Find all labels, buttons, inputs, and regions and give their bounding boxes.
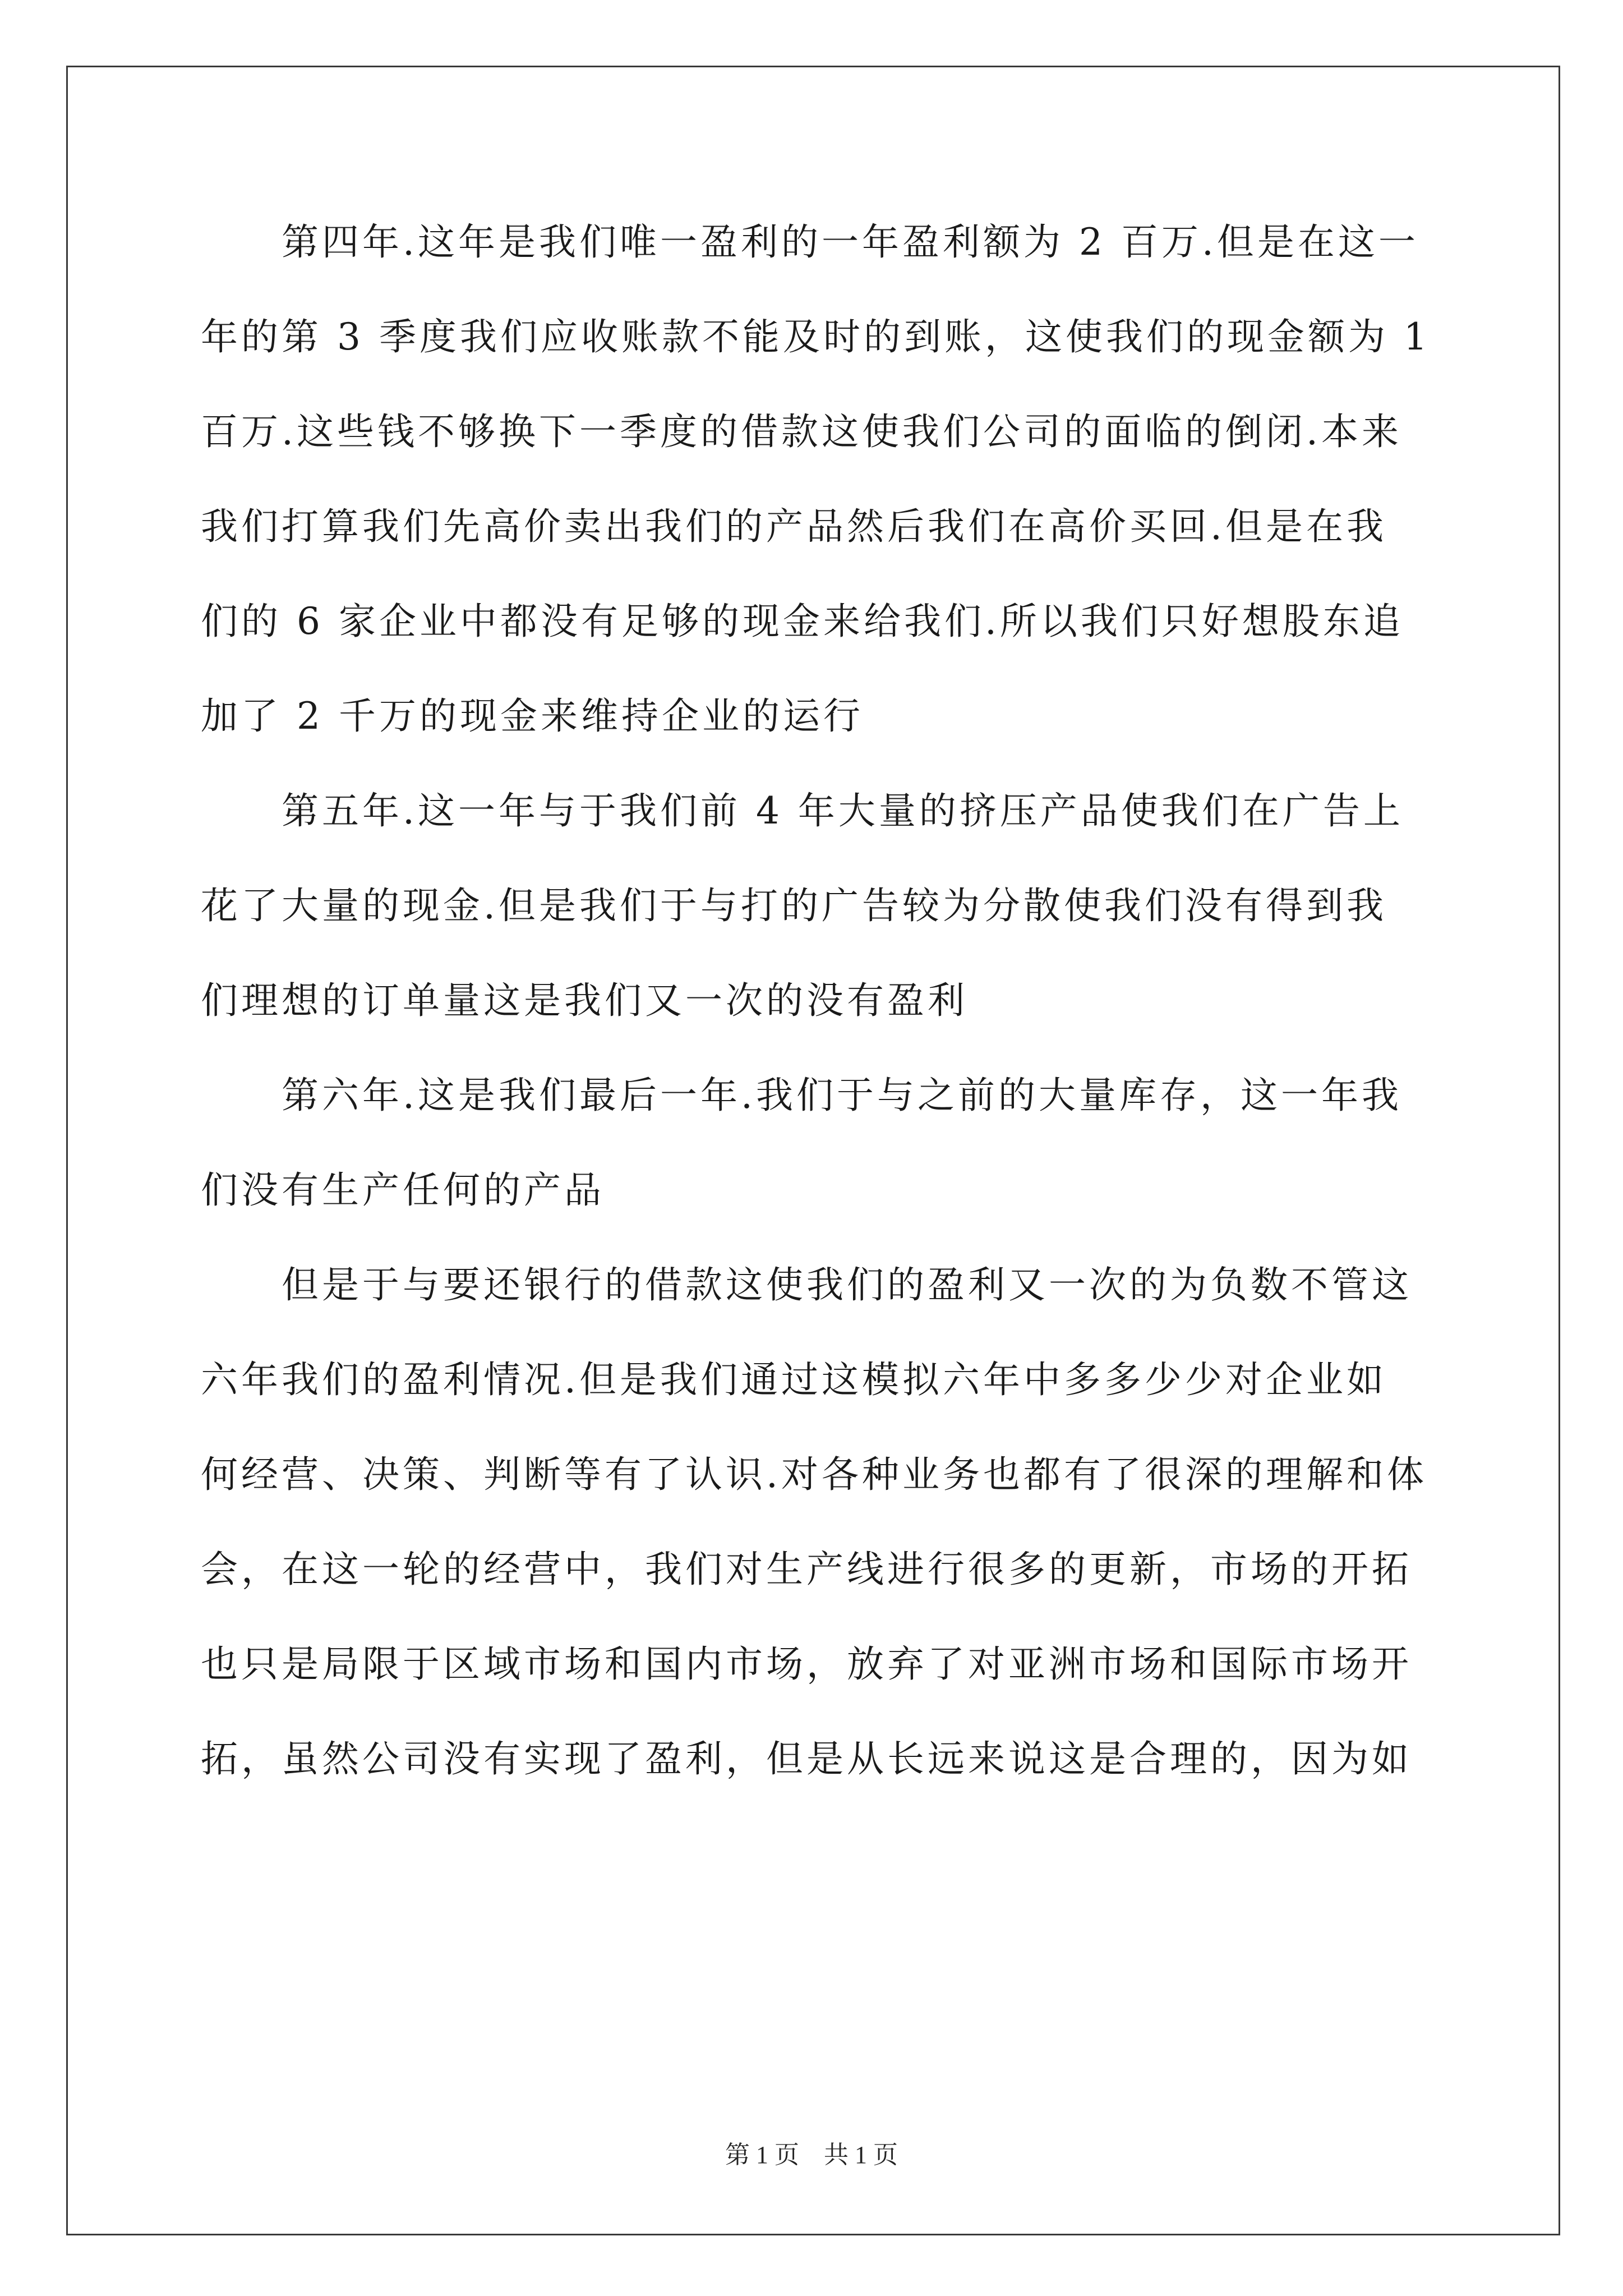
text-line: 第六年.这是我们最后一年.我们于与之前的大量库存，这一年我 [201,1074,1402,1117]
text-line: 加了 2 千万的现金来维持企业的运行 [201,694,864,738]
text-line: 但是于与要还银行的借款这使我们的盈利又一次的为负数不管这 [201,1263,1412,1306]
text-line: 年的第 3 季度我们应收账款不能及时的到账，这使我们的现金额为 1 [201,315,1431,358]
text-line: 百万.这些钱不够换下一季度的借款这使我们公司的面临的倒闭.本来 [201,410,1402,453]
text-line: 我们打算我们先高价卖出我们的产品然后我们在高价买回.但是在我 [201,505,1387,548]
text-line: 第五年.这一年与于我们前 4 年大量的挤压产品使我们在广告上 [201,789,1404,832]
text-line: 们没有生产任何的产品 [201,1168,605,1212]
text-line: 们理想的订单量这是我们又一次的没有盈利 [201,979,968,1022]
page-number: 第 1 页 共 1 页 [725,2141,898,2169]
text-line: 六年我们的盈利情况.但是我们通过这模拟六年中多多少少对企业如 [201,1358,1387,1401]
text-line: 拓，虽然公司没有实现了盈利，但是从长远来说这是合理的，因为如 [201,1737,1412,1780]
text-line: 第四年.这年是我们唯一盈利的一年盈利额为 2 百万.但是在这一 [201,220,1419,264]
document-body [201,195,1431,1806]
text-line: 花了大量的现金.但是我们于与打的广告较为分散使我们没有得到我 [201,884,1387,927]
text-line: 会，在这一轮的经营中，我们对生产线进行很多的更新，市场的开拓 [201,1548,1412,1591]
text-line: 何经营、决策、判断等有了认识.对各种业务也都有了很深的理解和体 [201,1453,1427,1496]
text-line: 也只是局限于区域市场和国内市场，放弃了对亚洲市场和国际市场开 [201,1642,1412,1686]
text-line: 们的 6 家企业中都没有足够的现金来给我们.所以我们只好想股东追 [201,600,1404,643]
